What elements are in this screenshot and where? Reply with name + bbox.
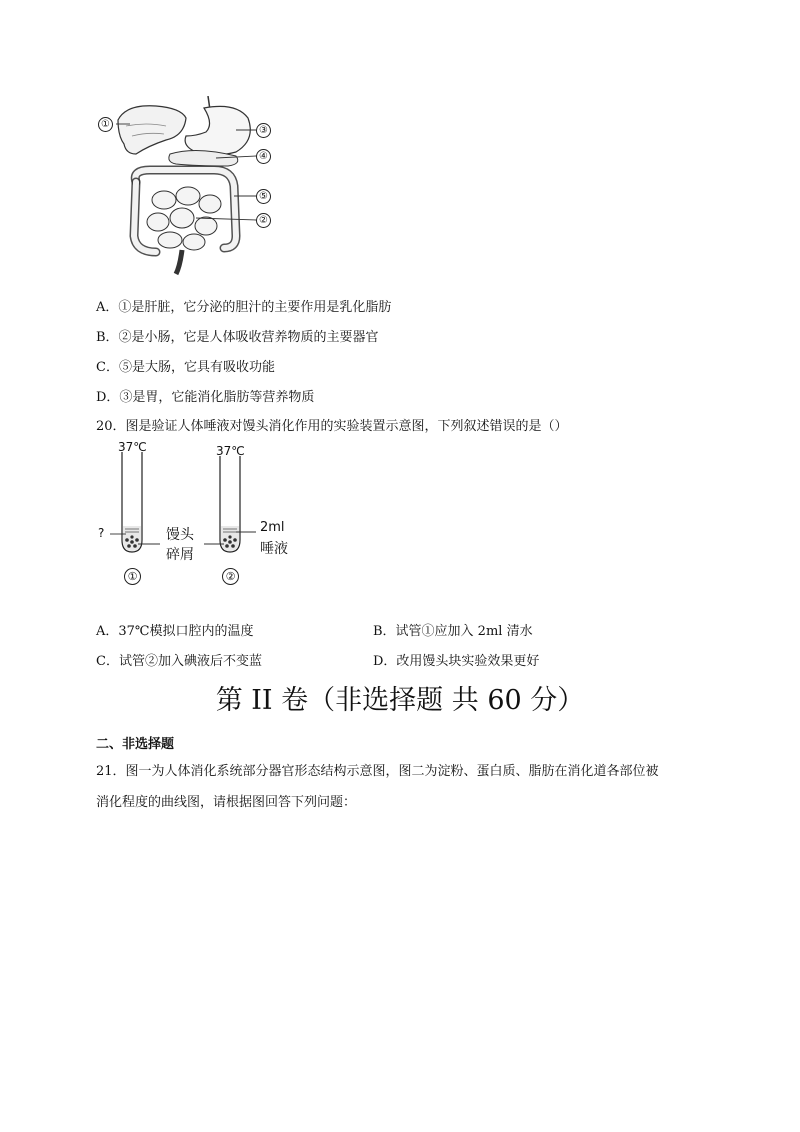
tube2-temperature: 37℃ bbox=[216, 444, 245, 458]
digestive-system-figure bbox=[96, 96, 276, 276]
saliva-label: 唾液 bbox=[260, 541, 288, 557]
tube1-unknown-mark: ? bbox=[98, 526, 105, 540]
q19-option-d: D．③是胃，它能消化脂肪等营养物质 bbox=[96, 390, 315, 405]
saliva-amount-label: 2ml bbox=[260, 520, 285, 535]
section-heading: 二、非选择题 bbox=[96, 737, 175, 752]
tube2-number: ② bbox=[222, 568, 239, 585]
q21-line-1: 21．图一为人体消化系统部分器官形态结构示意图，图二为淀粉、蛋白质、脂肪在消化道各部位被 bbox=[96, 764, 659, 779]
q21-line-2: 消化程度的曲线图，请根据图回答下列问题： bbox=[96, 795, 357, 810]
label-4: ④ bbox=[256, 149, 271, 164]
tube1-temperature: 37℃ bbox=[118, 440, 147, 454]
q19-option-c: C．⑤是大肠，它具有吸收功能 bbox=[96, 360, 275, 375]
label-1: ① bbox=[98, 117, 113, 132]
digestive-organs-drawing bbox=[96, 96, 276, 276]
label-2: ② bbox=[256, 213, 271, 228]
bread-crumbs-label-line1: 馒头 bbox=[166, 527, 194, 543]
q20-option-b: B．试管①应加入 2ml 清水 bbox=[373, 624, 533, 639]
tube1-number: ① bbox=[124, 568, 141, 585]
label-5: ⑤ bbox=[256, 189, 271, 204]
q19-option-b: B．②是小肠，它是人体吸收营养物质的主要器官 bbox=[96, 330, 379, 345]
q20-option-d: D．改用馒头块实验效果更好 bbox=[373, 654, 540, 669]
q20-option-a: A．37℃模拟口腔内的温度 bbox=[96, 624, 254, 639]
label-3: ③ bbox=[256, 123, 271, 138]
q20-stem: 20．图是验证人体唾液对馒头消化作用的实验装置示意图，下列叙述错误的是（） bbox=[96, 419, 568, 434]
q19-option-a: A．①是肝脏，它分泌的胆汁的主要作用是乳化脂肪 bbox=[96, 300, 392, 315]
q20-option-c: C．试管②加入碘液后不变蓝 bbox=[96, 654, 262, 669]
bread-crumbs-label-line2: 碎屑 bbox=[166, 547, 194, 563]
section-title: 第 II 卷（非选择题 共 60 分） bbox=[215, 685, 585, 716]
test-tube-figure bbox=[96, 440, 316, 590]
